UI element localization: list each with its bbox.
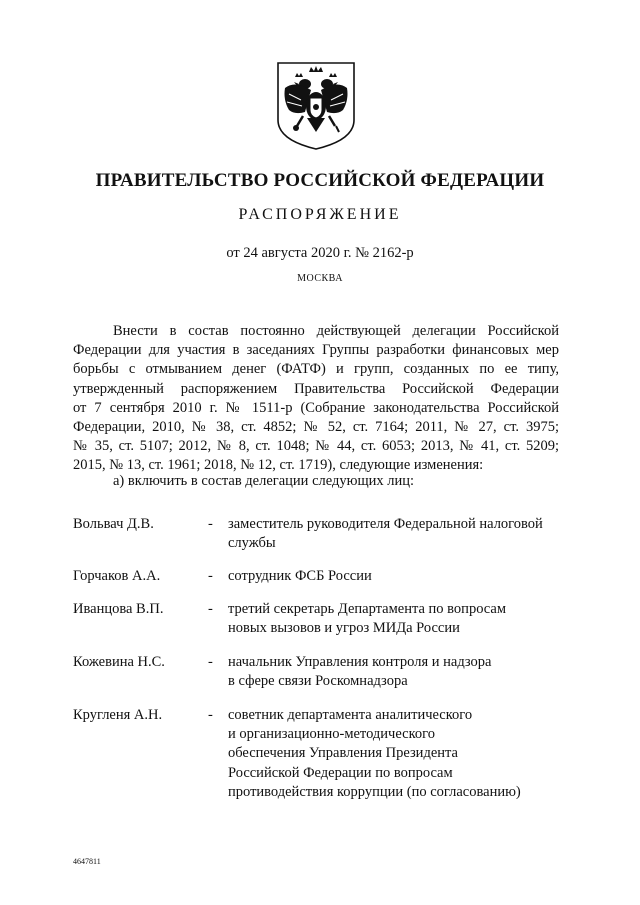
role-line: противодействия коррупции (по согласованию) <box>228 783 521 800</box>
document-code: 4647811 <box>73 857 101 866</box>
person-name: Кожевина Н.С. <box>73 654 165 670</box>
person-name: Вольвач Д.В. <box>73 516 154 532</box>
person-name: Горчаков А.А. <box>73 568 161 584</box>
person-name: Иванцова В.П. <box>73 601 164 617</box>
role-line: третий секретарь Департамента по вопросам <box>228 601 507 617</box>
coat-of-arms-icon <box>275 60 357 152</box>
person-name: Кругленя А.Н. <box>73 707 163 723</box>
person-role <box>228 706 573 802</box>
paragraph-line: Федерации, 2010, № 38, ст. 4852; № 52, ст. 7164; 2011, № 27, ст. 3975; <box>73 419 559 436</box>
separator-dash: - <box>208 654 213 670</box>
role-line: новых вызовов и угроз МИДа России <box>228 620 460 637</box>
separator-dash: - <box>208 601 213 617</box>
role-line: сотрудник ФСБ России <box>228 568 372 584</box>
document-type: РАСПОРЯЖЕНИЕ <box>238 206 402 223</box>
person-role <box>228 600 573 638</box>
role-line: заместитель руководителя Федеральной налоговой <box>228 516 543 532</box>
document-date-number: от 24 августа 2020 г. № 2162-р <box>226 245 414 261</box>
role-line: службы <box>228 535 276 552</box>
role-line: в сфере связи Роскомнадзора <box>228 673 408 690</box>
document-city: МОСКВА <box>297 273 343 284</box>
main-paragraph <box>73 322 559 476</box>
paragraph-line: 2015, № 13, ст. 1961; 2018, № 12, ст. 1719), следующие изменения: <box>73 457 484 474</box>
person-role <box>228 653 573 691</box>
paragraph-line: утвержденный распоряжением Правительства Российской Федерации <box>73 380 559 397</box>
paragraph-line: от 7 сентября 2010 г. № 1511-р (Собрание законодательства Российской <box>73 399 559 416</box>
paragraph-line: борьбы с отмыванием денег (ФАТФ) и групп, созданных по ее типу, <box>73 361 559 378</box>
person-role <box>228 515 573 553</box>
separator-dash: - <box>208 707 213 723</box>
subpoint-a: а) включить в состав делегации следующих лиц: <box>113 473 415 489</box>
role-line: советник департамента аналитического <box>228 707 473 723</box>
person-role <box>228 567 573 586</box>
paragraph-line: № 35, ст. 5107; 2012, № 8, ст. 1048; № 44, ст. 6053; 2013, № 41, ст. 5209; <box>73 438 559 455</box>
paragraph-line: Федерации для участия в заседаниях Группы разработки финансовых мер <box>73 342 559 359</box>
role-line: начальник Управления контроля и надзора <box>228 654 492 670</box>
role-line: обеспечения Управления Президента <box>228 745 458 762</box>
role-line: и организационно-методического <box>228 726 435 743</box>
government-title: ПРАВИТЕЛЬСТВО РОССИЙСКОЙ ФЕДЕРАЦИИ <box>95 170 545 191</box>
paragraph-line: Внести в состав постоянно действующей делегации Российской <box>113 323 559 339</box>
separator-dash: - <box>208 568 213 584</box>
role-line: Российской Федерации по вопросам <box>228 764 453 781</box>
separator-dash: - <box>208 516 213 532</box>
